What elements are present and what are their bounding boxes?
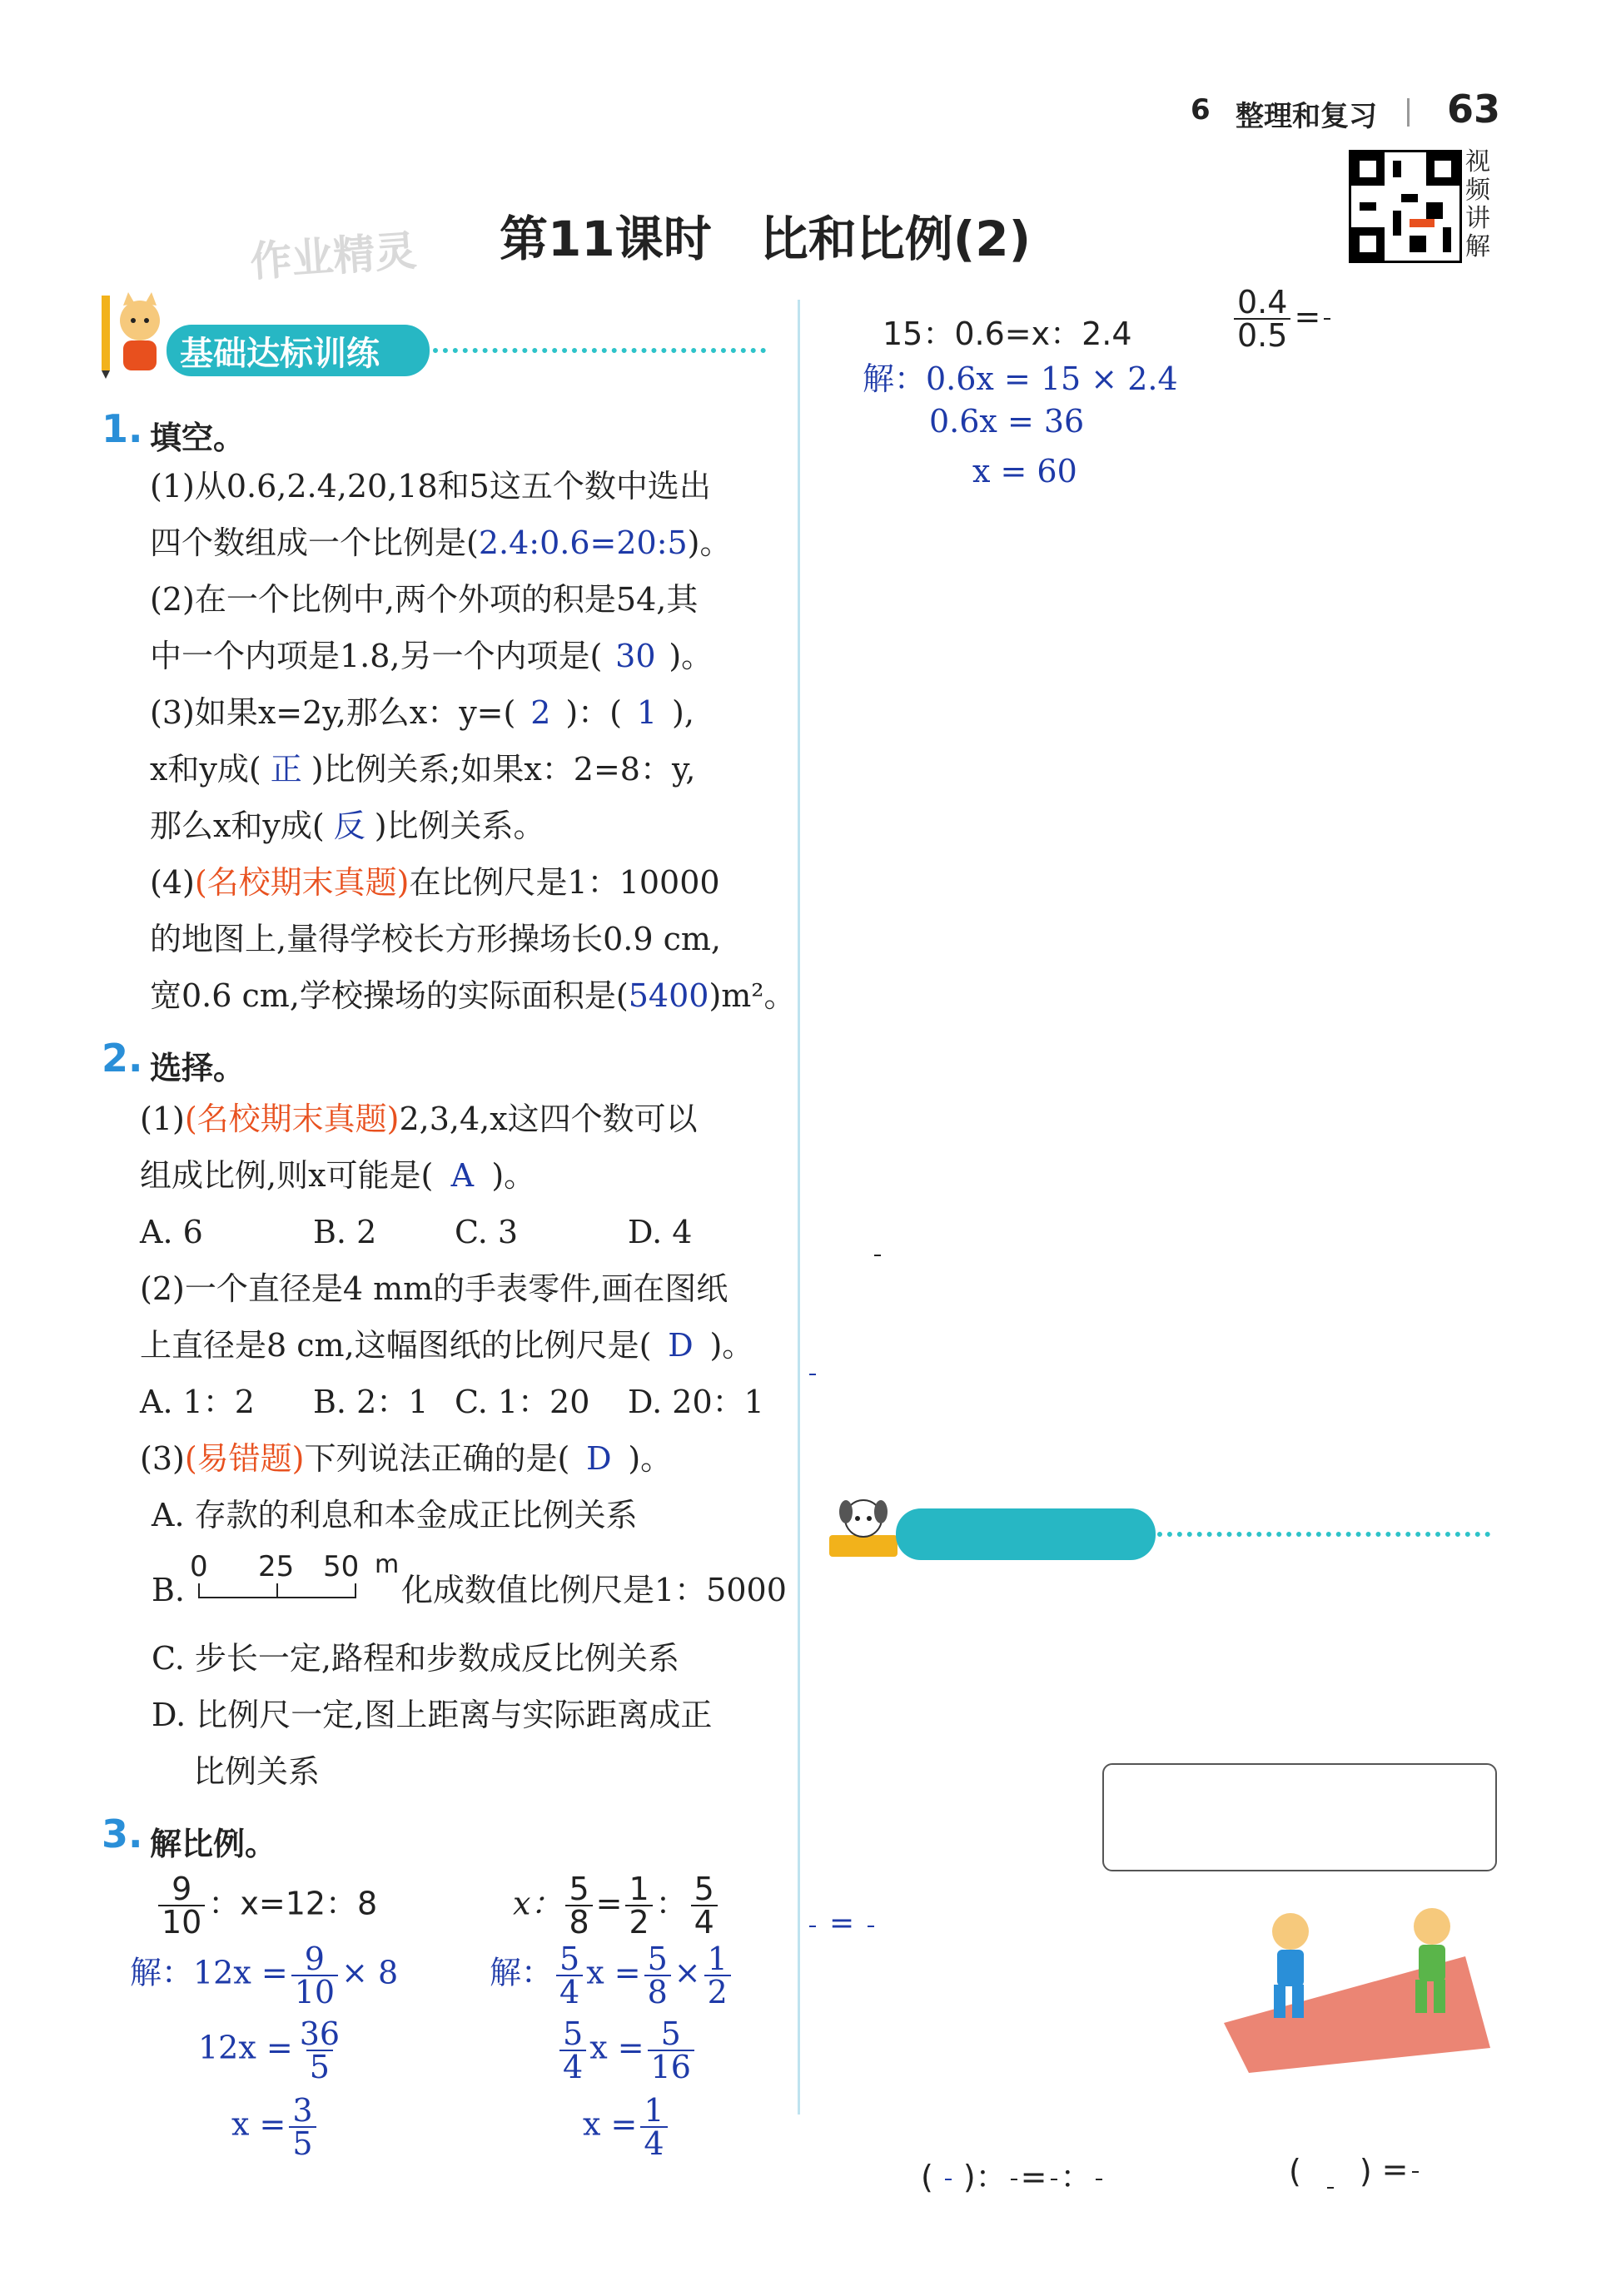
column-divider [798, 300, 800, 2115]
q1-p3-line2: x和y成( 正 )比例关系;如果x：2=8：y, [150, 741, 696, 798]
q2-number: 2. [102, 1036, 143, 1081]
watermark: 作业精灵 [248, 226, 419, 286]
q2-answer-2[interactable]: D [668, 1327, 694, 1364]
q1-p3-line1: (3)如果x=2y,那么x：y=( 2 )：( 1 ), [150, 684, 694, 741]
chapter-title: 整理和复习 [1236, 100, 1377, 133]
q2-p2a: (2)一个直径是4 mm的手表零件,画在图纸 [140, 1270, 728, 1307]
q3-eq2: x： $\frac{5}{8}$ = $\frac{1}{2}$ ： $\frac{5}{4}$ [513, 1873, 721, 1938]
q2-p1-line1: (1)(名校期末真题)2,3,4,x这四个数可以 [140, 1101, 698, 1137]
line-scale: 0 25 50 [190, 1550, 403, 1625]
q3-fill-1 [152, 2168, 201, 2204]
q3-eq2-step1: 解： $\frac{5}{4}$ x = $\frac{5}{8}$ × $\frac{1}{2}$ [490, 1943, 734, 2008]
q3-eq3-step1: 解：0.6x = 15 × 2.4 [863, 360, 1178, 397]
q1-answer-3b[interactable]: 1 [636, 694, 658, 731]
section-banner-ability [896, 1508, 1156, 1560]
q3-eq1-step3: x = $\frac{3}{5}$ [231, 2095, 320, 2159]
runners-illustration [1216, 1898, 1490, 2081]
q1-number: 1. [102, 406, 143, 451]
q1-answer-1[interactable]: 2.4:0.6=20:5 [478, 524, 688, 561]
q1-p4-line1: (4)(名校期末真题)在比例尺是1：10000 [150, 864, 720, 901]
q1-answer-4[interactable]: 5400 [628, 977, 709, 1014]
q1-answer-3c[interactable]: 正 [270, 751, 302, 788]
speech-bubble [1102, 1763, 1497, 1871]
q1-p2a: (2)在一个比例中,两个外项的积是54,其 [150, 581, 699, 618]
q2-option-c: C. 步长一定,路程和步数成反比例关系 [152, 1640, 679, 1677]
section-dots-ability [1157, 1532, 1490, 1537]
q2-options-1: A. 6 B. 2 C. 3 D. 4 [140, 1214, 693, 1250]
q3-fill-3-answer[interactable] [945, 2179, 952, 2180]
q3-eq2-step3: x = $\frac{1}{4}$ [583, 2095, 671, 2159]
q1-p2-line2: 中一个内项是1.8,另一个内项是( 30 )。 [150, 628, 713, 684]
q2-option-b-prefix: B. [152, 1572, 186, 1608]
q3-eq1: $\frac{9}{10}$ ：x=12：8 [155, 1873, 377, 1938]
q2-tag-exam: (名校期末真题) [184, 1101, 400, 1137]
q1-answer-2[interactable]: 30 [615, 638, 656, 674]
lesson-title: 第11课时 比和比例(2) [500, 211, 1032, 267]
q2-p1-line2: 组成比例,则x可能是( A )。 [140, 1147, 535, 1204]
q6-solution-2: = [806, 1906, 878, 1941]
dog-mascot-icon [826, 1493, 901, 1560]
q2-answer-1[interactable]: A [450, 1157, 475, 1194]
q2-options-2: A. 1：2 B. 2：1 C. 1：20 D. 20：1 [140, 1384, 764, 1420]
q3-eq3-step2: 0.6x = 36 [929, 403, 1085, 440]
q3-fill-2 [541, 2168, 591, 2204]
q1-p4-line3: 宽0.6 cm,学校操场的实际面积是(5400)m²。 [150, 977, 796, 1014]
q2-p2-line2: 上直径是8 cm,这幅图纸的比例尺是( D )。 [140, 1317, 753, 1374]
q1-p1-line2: 四个数组成一个比例是(2.4:0.6=20:5)。 [150, 514, 732, 571]
q3-eq2-step2: $\frac{5}{4}$ x = $\frac{5}{16}$ [556, 2018, 698, 2083]
q3-fill-4: ( ) = [1282, 2151, 1422, 2189]
q1-answer-3d[interactable]: 反 [333, 808, 365, 844]
q5-line5 [871, 1224, 884, 1280]
q2-tag-error: (易错题) [184, 1440, 305, 1477]
q3-eq1-step2: 12x = $\frac{36}{5}$ [198, 2015, 341, 2085]
q1-p4b: 的地图上,量得学校长方形操场长0.9 cm, [150, 921, 721, 957]
q2-option-b-text: 化成数值比例尺是1：5000 [401, 1572, 787, 1608]
q1-title: 填空。 [150, 420, 246, 456]
q2-option-a: A. 存款的利息和本金成正比例关系 [152, 1497, 638, 1533]
section-dots-basic [433, 348, 766, 353]
q3-eq1-step1: 解：12x = $\frac{9}{10}$ × 8 [130, 1941, 399, 2010]
section-basic-label: 基础达标训练 [180, 334, 380, 373]
chapter-number: 6 [1191, 93, 1211, 127]
q1-tag-exam: (名校期末真题) [194, 864, 410, 901]
q1-p1a: (1)从0.6,2.4,20,18和5这五个数中选出 [150, 468, 711, 504]
q2-option-d2: 比例关系 [193, 1753, 321, 1790]
q3-eq3-step3: x = 60 [972, 453, 1077, 490]
q2-answer-3[interactable]: D [586, 1440, 612, 1477]
scale-unit: m [375, 1550, 400, 1579]
section-banner-basic [167, 325, 430, 376]
q2-title: 选择。 [150, 1050, 246, 1086]
page-number: 63 [1447, 87, 1501, 132]
q3-eq4: $\frac{0.4}{0.5}$ = [1231, 286, 1334, 351]
cat-mascot-icon [98, 287, 165, 379]
q3-number: 3. [102, 1811, 143, 1856]
q3-eq3: 15：0.6=x：2.4 [883, 316, 1132, 352]
header-divider [1407, 98, 1410, 127]
q1-answer-3a[interactable]: 2 [530, 694, 551, 731]
q1-p3-line3: 那么x和y成( 反 )比例关系。 [150, 798, 545, 854]
q3-title: 解比例。 [150, 1826, 277, 1862]
video-label: 视频讲解 [1465, 147, 1490, 261]
q2-option-d1: D. 比例尺一定,图上距离与实际距离成正 [152, 1697, 713, 1733]
q2-p3-line1: (3)(易错题)下列说法正确的是( D )。 [140, 1430, 672, 1487]
q3-fill-3: ( )： = ： [921, 2151, 1106, 2197]
qr-code-icon[interactable] [1349, 150, 1462, 263]
q5-solution-2 [806, 1355, 819, 1389]
